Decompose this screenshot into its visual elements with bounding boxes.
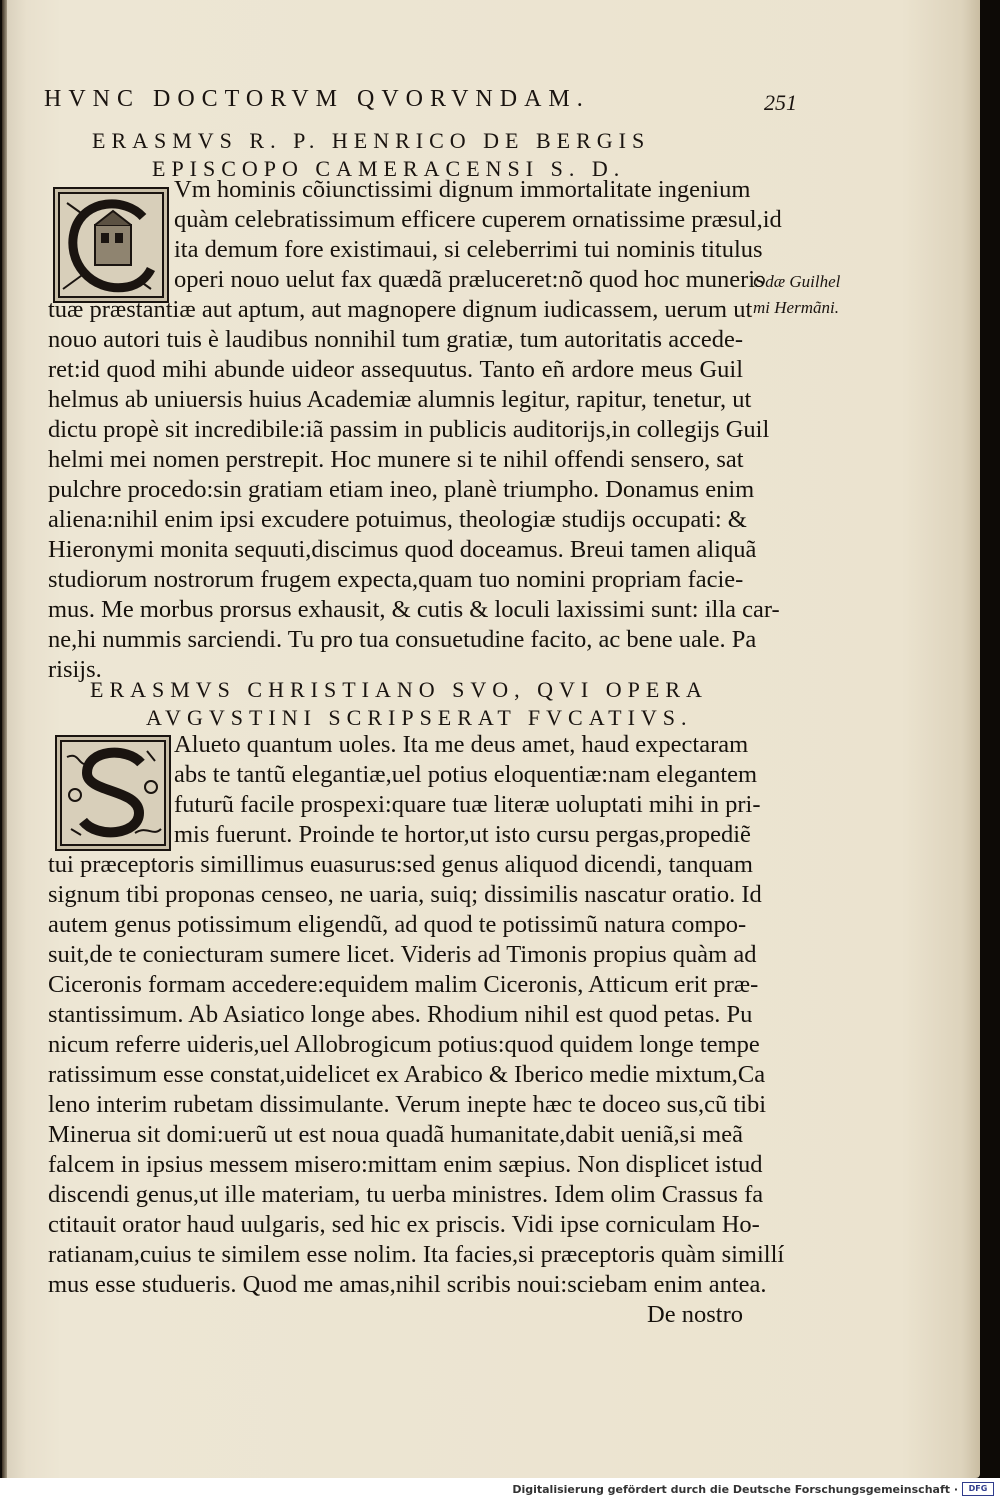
letter2-line: futurũ facile prospexi:quare tuæ literæ uoluptati mihi in pri- [174,791,761,818]
letter2-line: leno interim rubetam dissimulante. Verum inepte hæc te doceo sus,cũ tibi [48,1091,767,1118]
letter1-line: ne,hi nummis sarciendi. Tu pro tua consuetudine facito, ac bene uale. Pa [48,626,757,653]
page-gutter-shadow [2,0,7,1478]
woodcut-initial-s-icon [55,735,171,851]
letter1-heading-line2: EPISCOPO CAMERACENSI S. D. [152,156,626,181]
dfg-logo-icon: DFG [962,1482,994,1496]
letter2-line: ctitauit orator haud uulgaris, sed hic ex priscis. Vidi ipse corniculam Ho- [48,1211,760,1238]
letter1-line: operi nouo uelut fax quædã præluceret:nõ quod hoc muneris [174,266,765,293]
letter2-line: ratissimum esse constat,uidelicet ex Arabico & Iberico medie mixtum,Ca [48,1061,766,1088]
letter1-line: dictu propè sit incredibile:iã passim in publicis auditorijs,in collegijs Guil [48,416,770,443]
funding-note: Digitalisierung gefördert durch die Deutsche Forschungsgemeinschaft · [512,1483,958,1496]
letter1-line: quàm celebratissimum efficere cuperem ornatissime præsul,id [174,206,782,233]
letter2-line: autem genus potissimum eligendũ, ad quod te potissimũ natura compo- [48,911,747,938]
letter1-line: Hieronymi monita sequuti,discimus quod doceamus. Breui tamen aliquã [48,536,757,563]
letter2-heading-line1: ERASMVS CHRISTIANO SVO, QVI OPERA [90,677,708,702]
letter1-line: studiorum nostrorum frugem expecta,quam tuo nomini propriam facie- [48,566,744,593]
letter1-line: helmi mei nomen perstrepit. Hoc munere si te nihil offendi sensero, sat [48,446,744,473]
letter1-line: aliena:nihil enim ipsi excudere potuimus, theologiæ studijs occupati: & [48,506,747,533]
letter2-line: suit,de te coniecturam sumere licet. Videris ad Timonis propius quàm ad [48,941,757,968]
letter2-line: abs te tantũ elegantiæ,uel potius eloquentiæ:nam elegantem [174,761,758,788]
page-number: 251 [764,90,797,115]
woodcut-initial-c-icon [53,187,169,303]
letter2-line: stantissimum. Ab Asiatico longe abes. Rhodium nihil est quod petas. Pu [48,1001,753,1028]
letter1-line: ita demum fore existimaui, si celeberrimi tui nominis titulus [174,236,763,263]
letter2-line: mis fuerunt. Proinde te hortor,ut isto cursu pergas,propediẽ [174,821,751,848]
letter2-line: Ciceronis formam accedere:equidem malim Ciceronis, Atticum erit præ- [48,971,759,998]
book-page [2,0,980,1478]
letter2-line: Minerua sit domi:uerũ ut est noua quadã humanitate,dabit ueniã,si meã [48,1121,743,1148]
letter1-line: pulchre procedo:sin gratiam etiam ineo, planè triumpho. Donamus enim [48,476,755,503]
letter1-line: mus. Me morbus prorsus exhausit, & cutis & loculi laxissimi sunt: illa car- [48,596,780,623]
letter1-line: risijs. [48,656,102,683]
letter2-line: falcem in ipsius messem misero:mittam enim sæpius. Non displicet istud [48,1151,763,1178]
letter1-line: Vm hominis cõiunctissimi dignum immortalitate ingenium [174,176,751,203]
letter2-line: mus esse studueris. Quod me amas,nihil scribis noui:sciebam enim antea. [48,1271,767,1298]
letter2-line: ratianam,cuius te similem esse nolim. Ita facies,si præceptoris quàm simillí [48,1241,785,1268]
running-head: HVNC DOCTORVM QVORVNDAM. [44,86,590,112]
letter2-line: tui præceptoris simillimus euasurus:sed genus aliquod dicendi, tanquam [48,851,753,878]
marginal-note-line1: Odæ Guilhel [753,272,841,291]
letter2-line: signum tibi proponas censeo, ne uaria, suiq; dissimilis nascatur oratio. Id [48,881,762,908]
letter2-line: discendi genus,ut ille materiam, tu uerba ministres. Idem olim Crassus fa [48,1181,764,1208]
letter1-line: tuæ præstantiæ aut aptum, aut magnopere dignum iudicassem, uerum ut [48,296,753,323]
letter2-heading-line2: AVGVSTINI SCRIPSERAT FVCATIVS. [146,705,693,730]
letter1-heading-line1: ERASMVS R. P. HENRICO DE BERGIS [92,128,651,153]
letter2-line: Alueto quantum uoles. Ita me deus amet, haud expectaram [174,731,749,758]
catchword: De nostro [647,1301,743,1328]
letter1-line: ret:id quod mihi abunde uideor assequutus. Tanto eñ ardore meus Guil [48,356,743,383]
marginal-note-line2: mi Hermãni. [753,298,839,317]
letter1-line: helmus ab uniuersis huius Academiæ alumnis legitur, rapitur, tenetur, ut [48,386,752,413]
letter2-line: nicum referre uideris,uel Allobrogicum potius:quod quidem longe tempe [48,1031,760,1058]
letter1-line: nouo autori tuis è laudibus nonnihil tum gratiæ, tum autoritatis accede- [48,326,743,353]
